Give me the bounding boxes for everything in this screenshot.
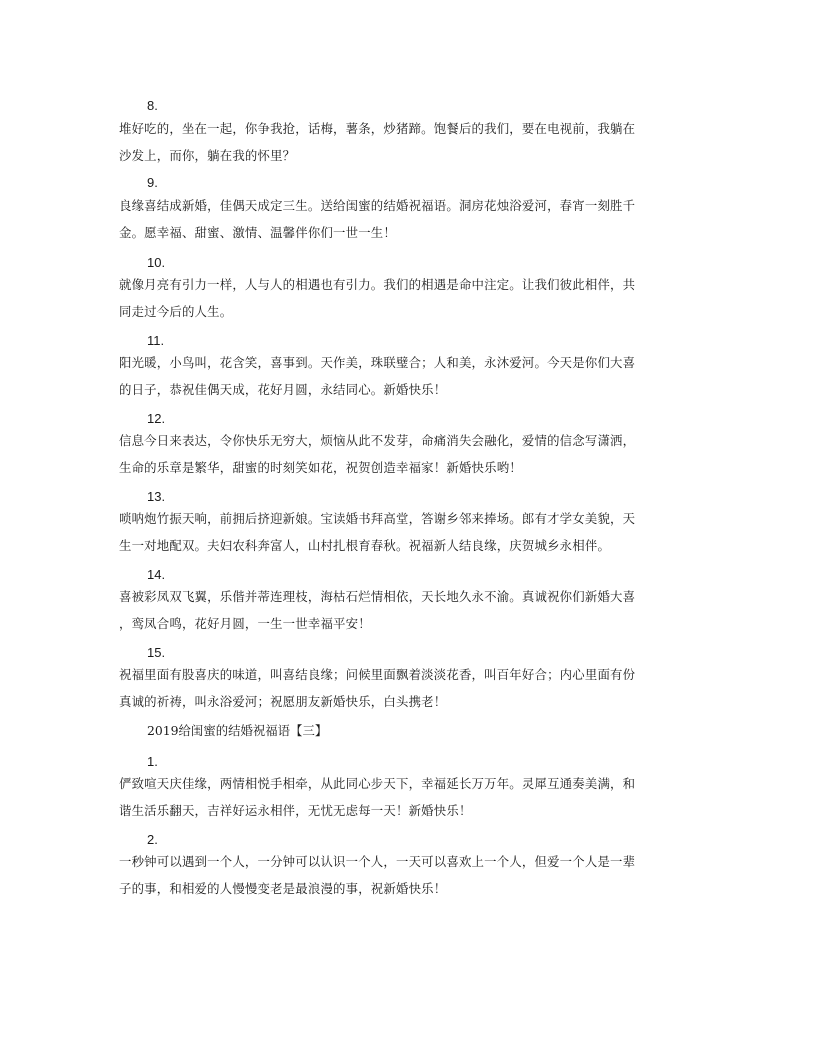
item-number: 2. (147, 832, 158, 847)
paragraph-line: 同走过今后的人生。 (119, 303, 233, 319)
paragraph (119, 428, 697, 481)
paragraph-line: 唢呐炮竹振天响，前拥后挤迎新娘。宝读婚书拜高堂，答谢乡邻来捧场。郎有才学女美貌，天 (119, 511, 636, 526)
paragraph (119, 350, 697, 403)
paragraph-line: 就像月亮有引力一样，人与人的相遇也有引力。我们的相遇是命中注定。让我们彼此相伴，共 (119, 277, 636, 292)
item-number: 15. (147, 645, 166, 660)
paragraph-line: 堆好吃的，坐在一起，你争我抢，话梅，薯条，炒猪蹄。饱餐后的我们，要在电视前，我躺在 (119, 121, 636, 136)
item-number: 1. (147, 754, 158, 769)
item-number: 11. (147, 333, 165, 348)
paragraph-line: 喜被彩凤双飞翼，乐偕并蒂连理枝，海枯石烂情相依，天长地久永不渝。真诚祝你们新婚大喜 (119, 589, 636, 604)
paragraph-line: 俨致喧天庆佳缘，两情相悦手相牵，从此同心步天下，幸福延长万万年。灵犀互通奏美满，和 (119, 776, 636, 791)
item-number: 9. (147, 175, 158, 190)
paragraph (119, 116, 697, 169)
paragraph (119, 849, 697, 902)
item-number: 13. (147, 489, 166, 504)
paragraph-line: ，鸾凤合鸣，花好月圆，一生一世幸福平安！ (119, 615, 371, 631)
paragraph-line: 信息今日来表达，令你快乐无穷大，烦恼从此不发芽，命痛消失会融化，爱情的信念写潇洒， (119, 433, 636, 448)
paragraph-line: 谐生活乐翻天，吉祥好运永相伴，无忧无虑每一天！新婚快乐！ (119, 802, 472, 818)
paragraph (119, 506, 697, 559)
paragraph-line: 良缘喜结成新婚，佳偶天成定三生。送给闺蜜的结婚祝福语。洞房花烛浴爱河，春宵一刻胜千 (119, 198, 636, 213)
paragraph (119, 193, 697, 246)
paragraph (119, 771, 697, 824)
paragraph-line: 一秒钟可以遇到一个人，一分钟可以认识一个人，一天可以喜欢上一个人，但爱一个人是一辈 (119, 854, 636, 869)
paragraph (119, 584, 697, 637)
paragraph-line: 生一对地配双。夫妇农科奔富人，山村扎根育春秋。祝福新人结良缘，庆贺城乡永相伴。 (119, 537, 611, 553)
paragraph-line: 沙发上，而你，躺在我的怀里？ (119, 147, 296, 163)
paragraph (119, 662, 697, 715)
paragraph-line: 真诚的祈祷，叫永浴爱河；祝愿朋友新婚快乐，白头携老！ (119, 693, 447, 709)
item-number: 8. (147, 98, 158, 113)
paragraph-line: 的日子，恭祝佳偶天成，花好月圆，永结同心。新婚快乐！ (119, 381, 447, 397)
paragraph-line: 祝福里面有股喜庆的味道，叫喜结良缘；问候里面飘着淡淡花香，叫百年好合；内心里面有份 (119, 667, 636, 682)
item-number: 14. (147, 567, 166, 582)
paragraph-line: 子的事，和相爱的人慢慢变老是最浪漫的事，祝新婚快乐！ (119, 880, 447, 896)
paragraph-line: 金。愿幸福、甜蜜、激情、温馨伴你们一世一生！ (119, 224, 396, 240)
section-heading: 2019给闺蜜的结婚祝福语【三】 (147, 723, 328, 738)
item-number: 10. (147, 255, 166, 270)
item-number: 12. (147, 411, 166, 426)
paragraph-line: 生命的乐章是繁华，甜蜜的时刻笑如花，祝贺创造幸福家！新婚快乐哟！ (119, 459, 522, 475)
paragraph-line: 阳光暖，小鸟叫，花含笑，喜事到。天作美，珠联璧合；人和美，永沐爱河。今天是你们大喜 (119, 355, 636, 370)
paragraph (119, 272, 697, 325)
